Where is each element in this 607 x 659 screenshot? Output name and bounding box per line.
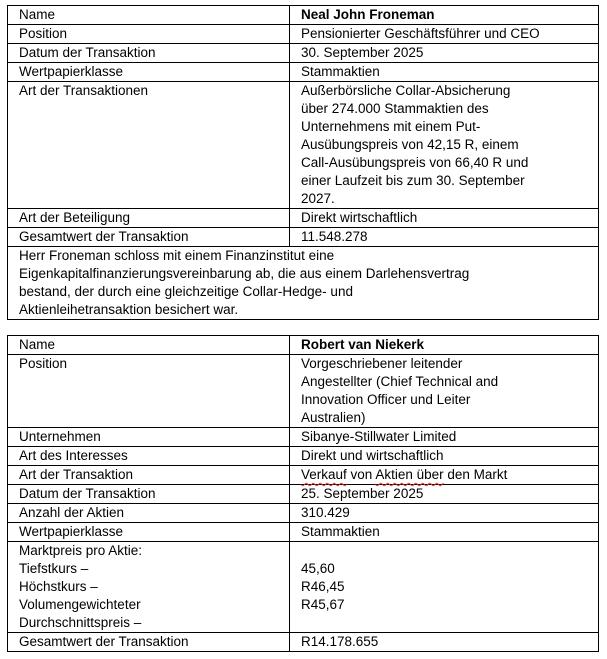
row-label: Art der Transaktionen (8, 82, 290, 209)
value-segment: den Markt (443, 467, 508, 482)
label-line: Marktpreis pro Aktie: (19, 543, 143, 558)
row-value: Direkt wirtschaftlich (290, 209, 599, 228)
row-label: Anzahl der Aktien (8, 504, 290, 523)
row-value: Pensionierter Geschäftsführer und CEO (290, 25, 599, 44)
value-segment: von (346, 467, 376, 482)
value-line: über 274.000 Stammaktien des (301, 101, 489, 116)
row-label-multiline (8, 542, 290, 633)
row-value-spellchecked (290, 466, 599, 485)
label-line: Durchschnittspreis – (19, 615, 142, 630)
row-value: 11.548.278 (290, 228, 599, 247)
value-line: Australien) (301, 410, 366, 425)
table-row (8, 228, 599, 247)
value-line: R46,45 (301, 579, 345, 594)
table-row (8, 25, 599, 44)
van-niekerk-disclosure-table (7, 335, 599, 652)
value-line: Vorgeschriebener leitender (301, 356, 463, 371)
row-value: 25. September 2025 (290, 485, 599, 504)
value-line: einer Laufzeit bis zum 30. September (301, 173, 525, 188)
row-value-multiline (290, 542, 599, 633)
label-line: Höchstkurs – (19, 579, 98, 594)
value-line: 45,60 (301, 561, 335, 576)
value-line: Angestellter (Chief Technical and (301, 374, 499, 389)
table-row (8, 485, 599, 504)
row-value: Direkt und wirtschaftlich (290, 447, 599, 466)
note-line: Herr Froneman schloss mit einem Finanzinstitut eine (19, 248, 335, 263)
table-row (8, 355, 599, 428)
value-line: 2027. (301, 191, 335, 206)
row-value: Sibanye-Stillwater Limited (290, 428, 599, 447)
value-line: Unternehmens mit einem Put- (301, 119, 481, 134)
note-line: bestand, der durch eine gleichzeitige Collar-Hedge- und (19, 284, 353, 299)
value-line (301, 542, 592, 560)
value-line: Außerbörsliche Collar-Absicherung (301, 83, 511, 98)
table-row (8, 209, 599, 228)
market-price-row (8, 542, 599, 633)
note-row (8, 247, 599, 320)
row-value: Stammaktien (290, 63, 599, 82)
table-row (8, 6, 599, 25)
misspelled-word: Aktien über (375, 467, 444, 482)
value-line: R45,67 (301, 597, 345, 612)
row-label: Unternehmen (8, 428, 290, 447)
row-label: Name (8, 336, 290, 355)
table-row (8, 428, 599, 447)
note-line: Aktienleihetransaktion besichert war. (19, 302, 239, 317)
row-value: R14.178.655 (290, 633, 599, 652)
row-label: Art der Beteiligung (8, 209, 290, 228)
row-label: Art des Interesses (8, 447, 290, 466)
row-value-name: Robert van Niekerk (290, 336, 599, 355)
row-label: Datum der Transaktion (8, 485, 290, 504)
row-value-multiline (290, 355, 599, 428)
froneman-disclosure-table (7, 5, 599, 320)
table-row (8, 44, 599, 63)
row-label: Wertpapierklasse (8, 523, 290, 542)
row-label: Datum der Transaktion (8, 44, 290, 63)
row-label: Name (8, 6, 290, 25)
row-label: Wertpapierklasse (8, 63, 290, 82)
table-row (8, 466, 599, 485)
table-row (8, 504, 599, 523)
value-line: Innovation Officer und Leiter (301, 392, 471, 407)
row-value-multiline (290, 82, 599, 209)
table-row (8, 82, 599, 209)
row-value: 310.429 (290, 504, 599, 523)
table-row (8, 336, 599, 355)
table-row (8, 63, 599, 82)
row-label: Position (8, 355, 290, 428)
table-row (8, 447, 599, 466)
misspelled-word: Verkauf (301, 467, 347, 482)
label-line: Volumengewichteter (19, 597, 141, 612)
row-value-name: Neal John Froneman (290, 6, 599, 25)
row-label: Gesamtwert der Transaktion (8, 633, 290, 652)
row-label: Gesamtwert der Transaktion (8, 228, 290, 247)
value-line: Ausübungspreis von 42,15 R, einem (301, 137, 519, 152)
table-row (8, 523, 599, 542)
row-value: Stammaktien (290, 523, 599, 542)
row-value: 30. September 2025 (290, 44, 599, 63)
note-cell (8, 247, 599, 320)
row-label: Art der Transaktion (8, 466, 290, 485)
value-line: Call-Ausübungspreis von 66,40 R und (301, 155, 529, 170)
note-line: Eigenkapitalfinanzierungsvereinbarung ab, die aus einem Darlehensvertrag (19, 266, 470, 281)
label-line: Tiefstkurs – (19, 561, 89, 576)
table-row (8, 633, 599, 652)
row-label: Position (8, 25, 290, 44)
